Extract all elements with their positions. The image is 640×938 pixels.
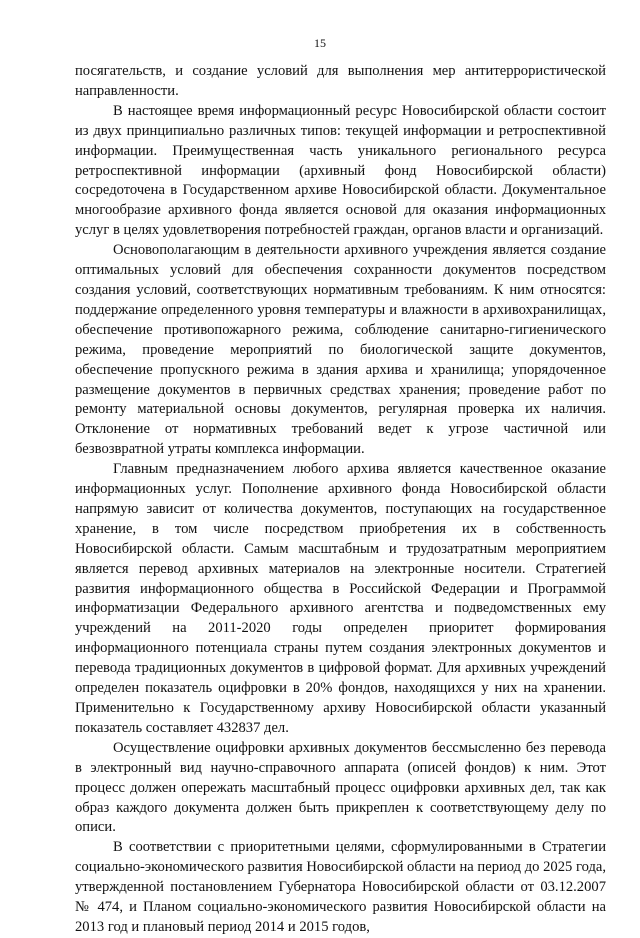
paragraph-2: В настоящее время информационный ресурс Новосибирской области состоит из двух принципиально различных типов: текущей информации и ретроспективной информации. Преимущественная часть уникального регионального ресурса ретроспективной информации (архивный фонд Новосибирской области) сосредоточена в Государственном архиве Новосибирской области. Документальное многообразие архивного фонда является основой для оказания информационных услуг в целях удовлетворения потребностей граждан, органов власти и организаций. [75, 102, 606, 239]
paragraph-5: Осуществление оцифровки архивных документов бессмысленно без перевода в электронный вид научно-справочного аппарата (описей фондов) к ним. Этот процесс должен опережать масштабный процесс оцифровки архивных дел, так как образ каждого документа должен быть прикреплен к соответствующему делу по описи. [75, 739, 606, 836]
paragraph-3: Основополагающим в деятельности архивного учреждения является создание оптимальных условий для обеспечения сохранности документов посредством создания условий, соответствующих нормативным требованиям. К ним относятся: поддержание определенного уровня температуры и влажности в архивохранилищах, обеспечение противопожарного режима, соблюдение санитарно-гигиенического режима, проведение мероприятий по биологической защите документов, обеспечение пропускного режима в здания архива и хранилища; упорядоченное размещение документов в первичных средствах хранения; проведение работ по ремонту материальной основы документов, регулярная проверка их наличия. Отклонение от нормативных требований ведет к угрозе частичной или безвозвратной утраты комплекса информации. [75, 242, 606, 458]
document-body [75, 62, 606, 938]
paragraph-6: В соответствии с приоритетными целями, сформулированными в Стратегии социально-экономического развития Новосибирской области на период до 2025 года, утвержденной постановлением Губернатора Новосибирской области от 03.12.2007 № 474, и Планом социально-экономического развития Новосибирской области на 2013 год и плановый период 2014 и 2015 годов, [75, 839, 607, 935]
paragraph-4: Главным предназначением любого архива является качественное оказание информационных услуг. Пополнение архивного фонда Новосибирской области напрямую зависит от количества документов, поступающих на государственное хранение, в том числе посредством приобретения их в собственность Новосибирской области. Самым масштабным и трудозатратным мероприятием является перевод архивных материалов на электронные носители. Стратегией развития информационного общества в Российской Федерации и Программой информатизации Федерального архивного агентства и подведомственных ему учреждений на 2011-2020 годы определен приоритет формирования информационного потенциала страны путем создания электронных документов и перевода традиционных документов в цифровой формат. Для архивных учреждений определен показатель оцифровки в 20% фондов, находящихся у них на хранении. Применительно к Государственному архиву Новосибирской области указанный показатель составляет 432837 дел. [75, 461, 606, 736]
page-number: 15 [314, 36, 326, 50]
paragraph-1: посягательств, и создание условий для выполнения мер антитеррористической направленности. [75, 63, 606, 99]
